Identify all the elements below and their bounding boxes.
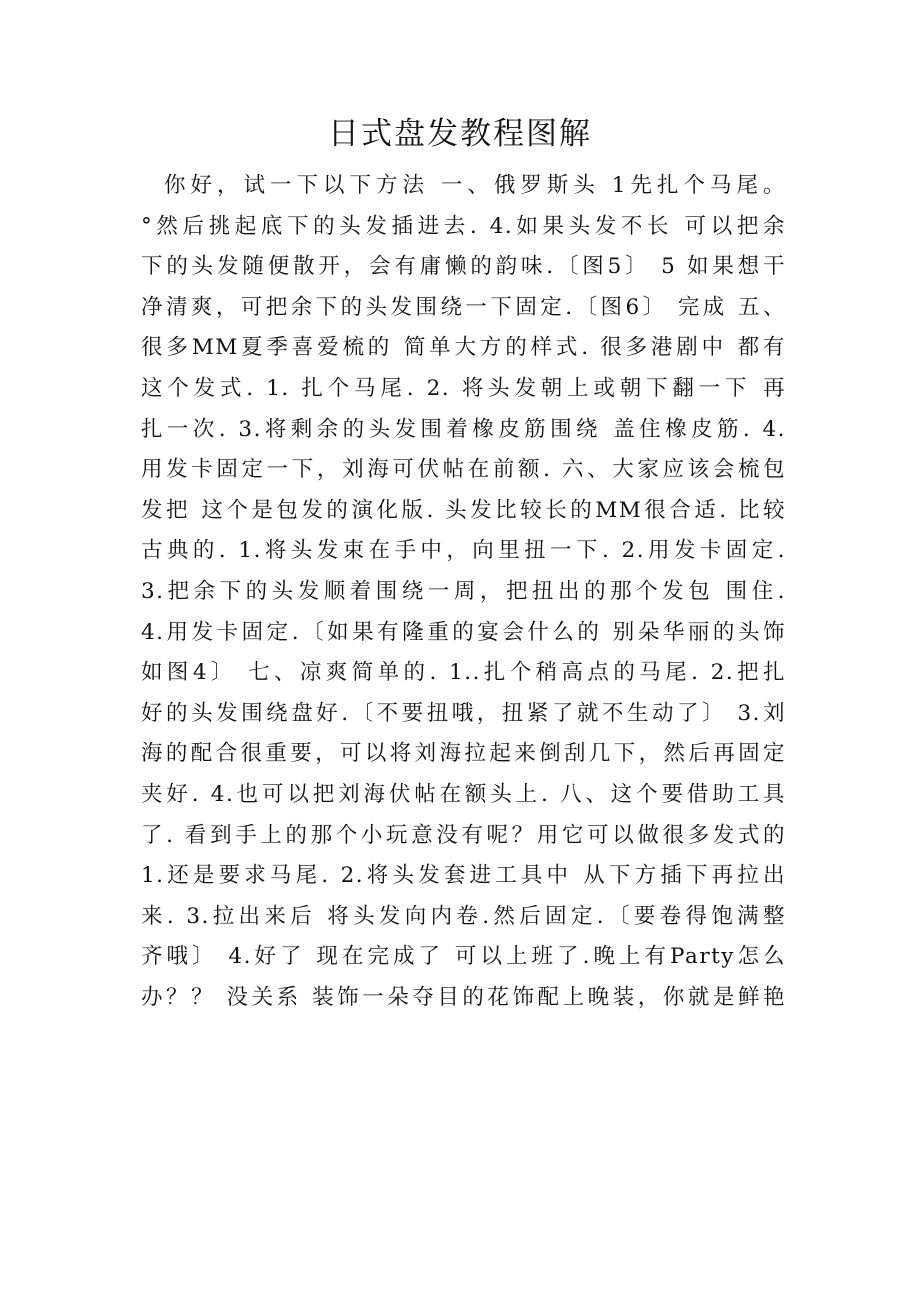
body-line: 下的头发随便散开，会有庸懒的韵味.〔图5〕 5 如果想干 (141, 254, 786, 280)
body-line: 很多MM夏季喜爱梳的 简单大方的样式. 很多港剧中 都有 (141, 335, 786, 361)
body-line: 来. 3.拉出来后 将头发向内卷.然后固定.〔要卷得饱满整 (141, 903, 786, 929)
body-line: 发把 这个是包发的演化版. 头发比较长的MM很合适. 比较 (141, 497, 786, 523)
body-line: 1.还是要求马尾. 2.将头发套进工具中 从下方插下再拉出 (141, 863, 786, 889)
body-line: 夹好. 4.也可以把刘海伏帖在额头上. 八、这个要借助工具 (141, 781, 786, 807)
body-line: 好的头发围绕盘好.〔不要扭哦，扭紧了就不生动了〕 3.刘 (141, 700, 786, 726)
body-line: 如图4〕 七、凉爽简单的. 1..扎个稍高点的马尾. 2.把扎 (141, 660, 786, 686)
body-line: °然后挑起底下的头发插进去. 4.如果头发不长 可以把余 (141, 213, 786, 239)
body-line: 3.把余下的头发顺着围绕一周，把扭出的那个发包 围住. (141, 578, 786, 604)
body-line: 净清爽，可把余下的头发围绕一下固定.〔图6〕 完成 五、 (141, 294, 786, 320)
body-line: 海的配合很重要，可以将刘海拉起来倒刮几下，然后再固定 (141, 741, 786, 767)
body-line: 这个发式. 1. 扎个马尾. 2. 将头发朝上或朝下翻一下 再 (141, 375, 786, 401)
body-line: 扎一次. 3.将剩余的头发围着橡皮筋围绕 盖住橡皮筋. 4. (141, 416, 786, 442)
body-line: 用发卡固定一下，刘海可伏帖在前额. 六、大家应该会梳包 (141, 457, 786, 483)
body-line: 齐哦〕 4.好了 现在完成了 可以上班了.晚上有Party怎么 (141, 944, 786, 970)
body-line: 你好，试一下以下方法 一、俄罗斯头 1先扎个马尾。 (164, 173, 786, 198)
document-body (141, 166, 786, 1018)
body-line: 古典的. 1.将头发束在手中，向里扭一下. 2.用发卡固定. (141, 538, 786, 564)
document-title: 日式盘发教程图解 (328, 116, 592, 152)
body-line: 了. 看到手上的那个小玩意没有呢？用它可以做很多发式的 (141, 822, 786, 848)
body-line: 4.用发卡固定.〔如果有隆重的宴会什么的 别朵华丽的头饰 (141, 619, 786, 645)
body-line: 办？？ 没关系 装饰一朵夺目的花饰配上晚装，你就是鲜艳 (141, 984, 786, 1010)
